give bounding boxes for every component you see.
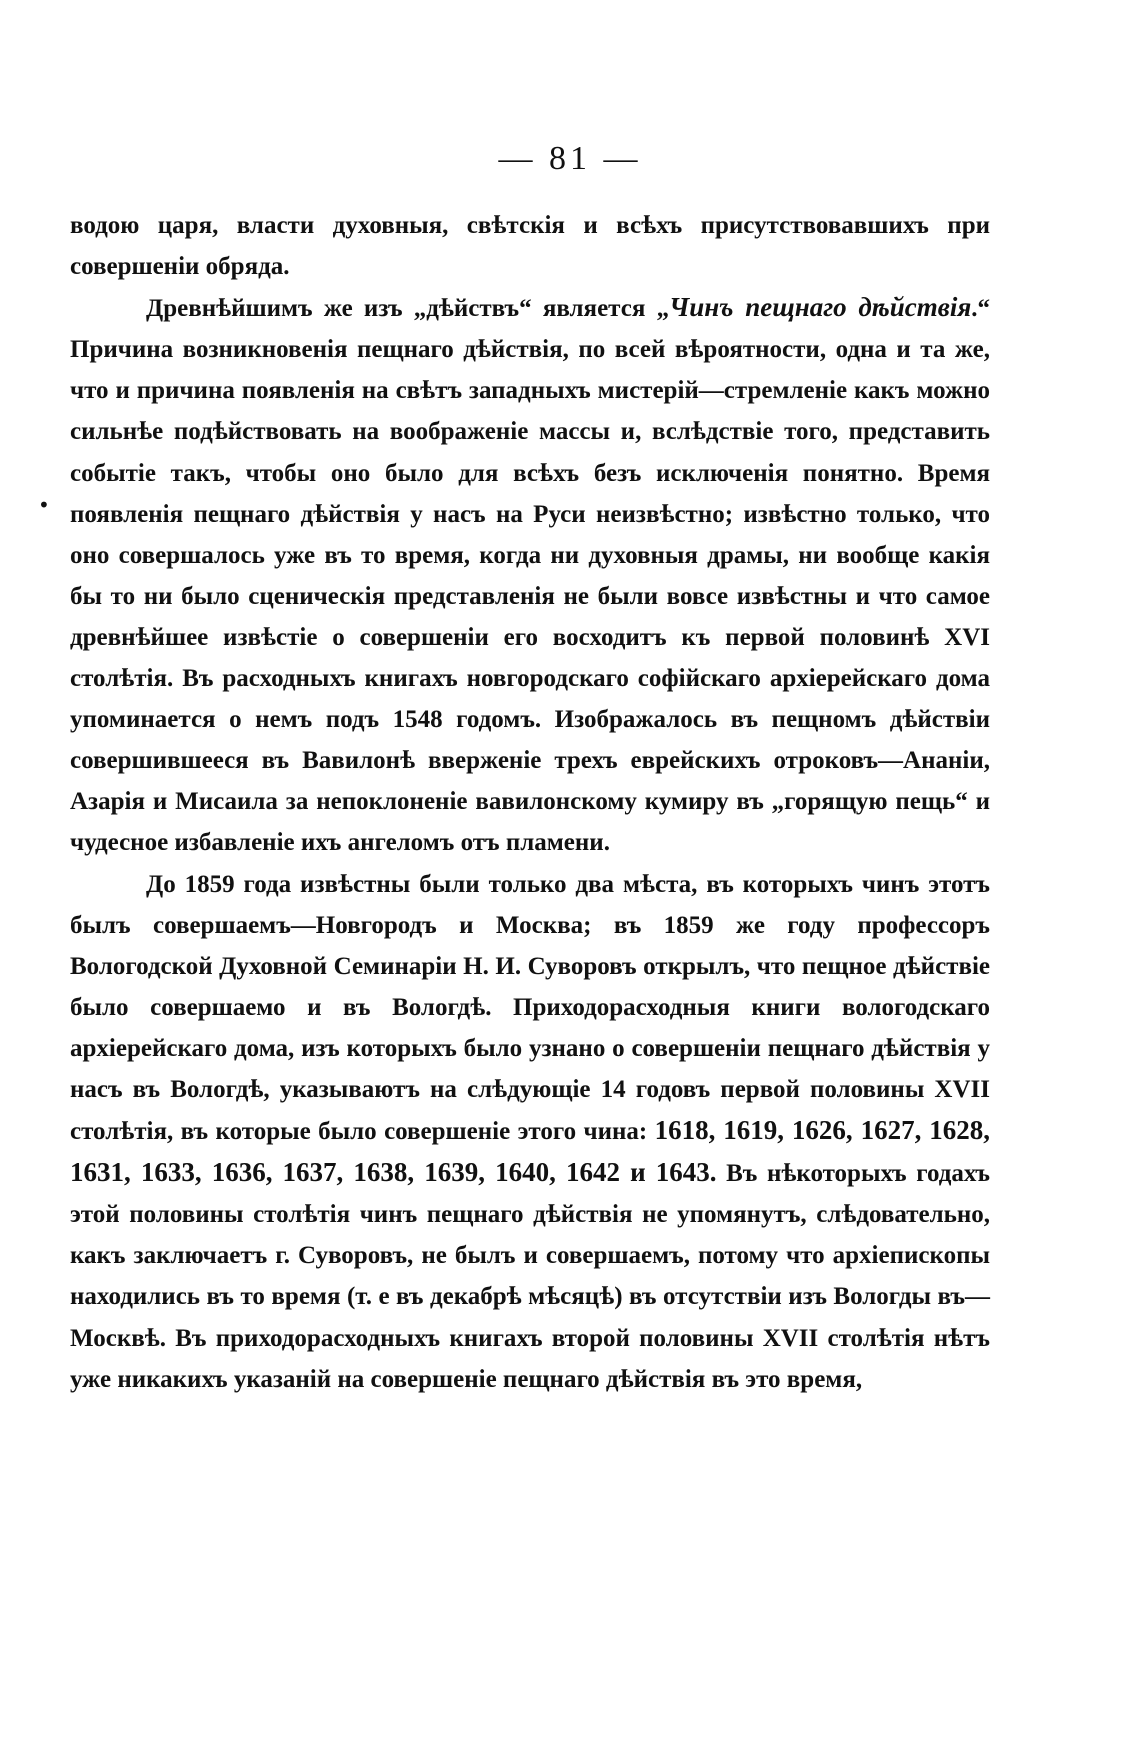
page-number: — 81 — xyxy=(498,140,642,177)
body-text xyxy=(70,205,990,1400)
margin-mark: • xyxy=(38,493,50,517)
paragraph-text-a: До 1859 года извѣстны были только два мѣста, въ которыхъ чинъ этотъ былъ совершаемъ—Новгородъ и Москва; въ 1859 же году профессоръ Вологодской Духовной Семинаріи Н. И. Суворовъ открылъ, что пещное дѣйствіе было совершаемо и въ Вологдѣ. Приходорасходныя книги вологодскаго архіерейскаго дома, изъ которыхъ было узнано о совершеніи пещнаго дѣйствія у насъ въ Вологдѣ, указываютъ на слѣдующіе 14 годовъ первой половины XVII столѣтія, въ которые было совершеніе этого чина: xyxy=(70,870,990,1146)
paragraph-peshchnoe-deistvo xyxy=(70,287,990,863)
work-title: Чинъ пещнаго дѣйствія xyxy=(669,292,972,323)
paragraph-lead: Древнѣйшимъ же изъ „дѣйствъ“ является „ xyxy=(146,295,670,323)
paragraph-continued: водою царя, власти духовныя, свѣтскія и всѣхъ присутствовавшихъ при совершеніи обряда. xyxy=(70,212,990,281)
years-list: 1618, 1619, 1626, 1627, 1628, 1631, 1633, 1636, 1637, 1638, 1639, 1640, 1642 и 1643. xyxy=(70,1115,990,1188)
paragraph-vologda xyxy=(70,864,990,1400)
paragraph-text-b: Въ нѣкоторыхъ годахъ этой половины столѣтія чинъ пещнаго дѣйствія не упомянутъ, слѣдовательно, какъ заключаетъ г. Суворовъ, не былъ и совершаемъ, потому что архіепископы находились въ то время (т. е въ декабрѣ мѣсяцѣ) въ отсутствіи изъ Вологды въ—Москвѣ. Въ приходорасходныхъ книгахъ второй половины XVII столѣтія нѣтъ уже никакихъ указаній на совершеніе пещнаго дѣйствія въ это время, xyxy=(70,1160,990,1393)
paragraph-rest: .“ Причина возникновенія пещнаго дѣйствія, по всей вѣроятности, одна и та же, что и причина появленія на свѣтъ западныхъ мистерій—стремленіе какъ можно сильнѣе подѣйствовать на воображеніе массы и, вслѣдствіе того, представить событіе такъ, чтобы оно было для всѣхъ безъ исключенія понятно. Время появленія пещнаго дѣйствія у насъ на Руси неизвѣстно; извѣстно только, что оно совершалось уже въ то время, когда ни духовныя драмы, ни вообще какія бы то ни было сценическія представленія не были вовсе извѣстны и что самое древнѣйшее извѣстіе о совершеніи его восходитъ къ первой половинѣ XVI столѣтія. Въ расходныхъ книгахъ новгородскаго софійскаго архіерейскаго дома упоминается о немъ подъ 1548 годомъ. Изображалось въ пещномъ дѣйствіи совершившееся въ Вавилонѣ вверженіе трехъ еврейскихъ отроковъ—Ананіи, Азарія и Мисаила за непоклоненіе вавилонскому кумиру въ „горящую пещь“ и чудесное избавленіе ихъ ангеломъ отъ пламени. xyxy=(70,295,990,857)
